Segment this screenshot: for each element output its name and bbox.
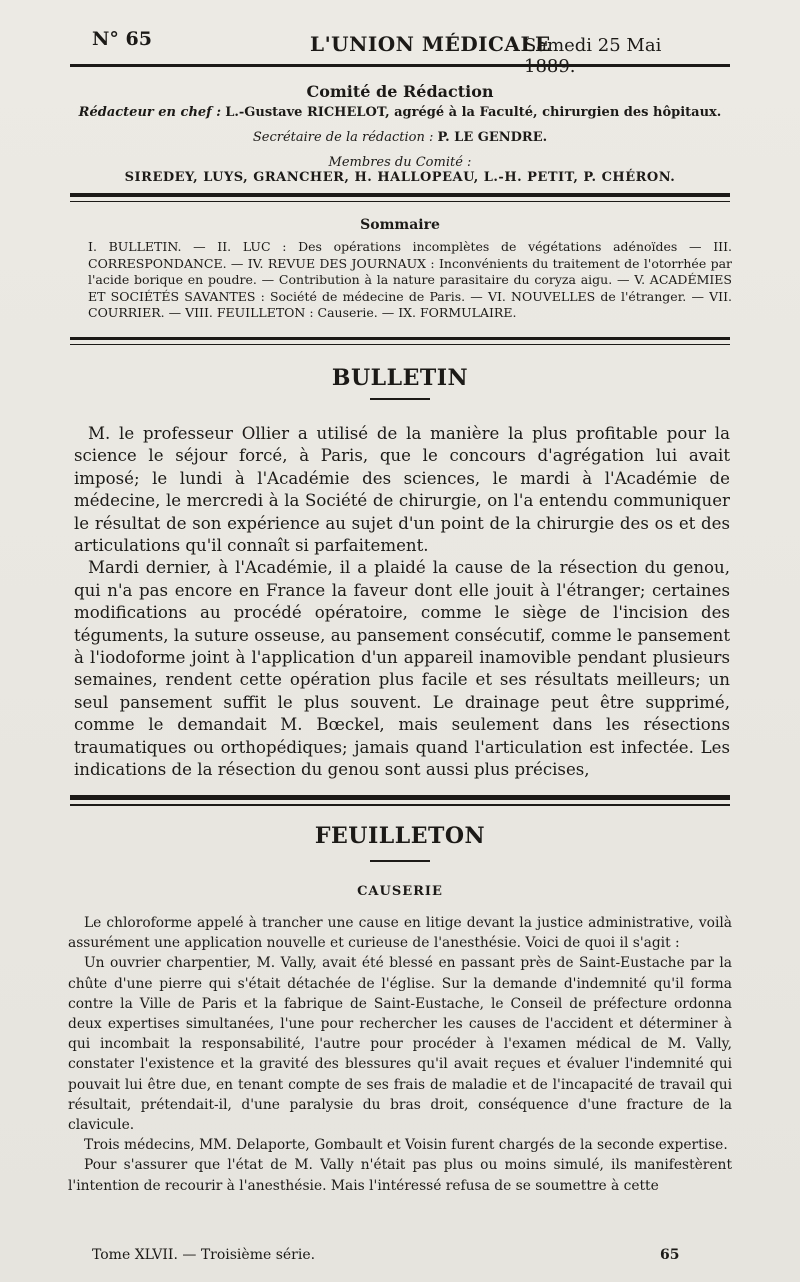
page-number: 65	[660, 1247, 680, 1263]
header-rule	[70, 64, 730, 67]
issue-date: Samedi 25 Mai	[524, 35, 662, 56]
feuilleton-paragraph: Le chloroforme appelé à trancher une cause en litige devant la justice administrative, voilà assurément une application nouvelle et curieuse de l'anesthésie. Voici de quoi il s'agit :	[68, 915, 732, 952]
redacteur-value: L.-Gustave RICHELOT, agrégé à la Faculté, chirurgien des hôpitaux.	[225, 105, 722, 120]
feuilleton-paragraph: Trois médecins, MM. Delaporte, Gombault et Voisin furent chargés de la seconde expertise.	[84, 1137, 728, 1154]
secretaire-value: P. LE GENDRE.	[437, 130, 548, 145]
redacteur-line	[0, 105, 800, 120]
comite-title: Comité de Rédaction	[306, 82, 494, 101]
feuilleton-paragraph: Pour s'assurer que l'état de M. Vally n'était pas plus ou moins simulé, ils manifestèrent l'intention de recourir à l'anesthésie. Mais l'intéressé refusa de se soumettre à cette	[68, 1157, 732, 1194]
bulletin-body	[74, 423, 730, 782]
sommaire-rule	[70, 337, 730, 340]
bulletin-paragraph: Mardi dernier, à l'Académie, il a plaidé la cause de la résection du genou, qui n'a pas encore en France la faveur dont elle jouit à l'étranger; certaines modifications au procédé opératoire, comme le siège de l'incision des téguments, la suture osseuse, au pansement consécutif, comme le pansement à l'iodoforme joint à l'application d'un appareil inamovible pendant plusieurs semaines, rendent cette opération plus facile et ses résultats meilleurs; un seul pansement suffit le plus souvent. Le drainage peut être supprimé, comme le demandait M. Bœckel, mais seulement dans les résections traumatiques ou orthopédiques; jamais quand l'articulation est infectée. Les indications de la résection du genou sont aussi plus précises,	[74, 558, 730, 780]
page-header	[92, 22, 712, 62]
causerie-title: CAUSERIE	[357, 884, 443, 899]
feuilleton-body	[68, 913, 732, 1196]
feuilleton-paragraph: Un ouvrier charpentier, M. Vally, avait été blessé en passant près de Saint-Eustache par la chûte d'une pierre qui s'était détachée de l'église. Sur la demande d'indemnité qu'il forma contre la Ville de Paris et la fabrique de Saint-Eustache, le Conseil de préfecture ordonna deux expertises simultanées, l'une pour rechercher les causes de l'accident et déterminer à qui incombait la responsabilité, l'autre pour procéder à l'examen médical de M. Vally, constater l'existence et la gravité des blessures qu'il avait reçues et évaluer l'indemnité qui pouvait lui être due, en tenant compte de ses frais de maladie et de l'incapacité de travail qui résultait, prétendait-il, d'une paralysie du bras droit, conséquence d'une fracture de la clavicule.	[68, 955, 732, 1134]
feuilleton-title-rule	[370, 860, 430, 862]
journal-title: L'UNION MÉDICALE	[310, 32, 551, 56]
sommaire-text: I. BULLETIN. — II. LUC : Des opérations incomplètes de végétations adénoïdes — III. CORRESPONDANCE. — IV. REVUE DES JOURNAUX : Inconvénients du traitement de l'otorrhée par l'acide borique en poudre. — Contribution à la nature parasitaire du coryza aigu. — V. ACADÉMIES ET SOCIÉTÉS SAVANTES : Société de médecine de Paris. — VI. NOUVELLES de l'étranger. — VII. COURRIER. — VIII. FEUILLETON : Causerie. — IX. FORMULAIRE.	[88, 239, 732, 320]
secretaire-line	[0, 130, 800, 145]
membres-label: Membres du Comité :	[328, 155, 472, 170]
feuilleton-title: FEUILLETON	[314, 823, 486, 849]
comite-rule-thin	[70, 201, 730, 202]
comite-rule	[70, 193, 730, 197]
tome-label: Tome XLVII. — Troisième série.	[92, 1247, 316, 1263]
secretaire-label: Secrétaire de la rédaction :	[252, 130, 434, 145]
issue-number: N° 65	[92, 28, 152, 50]
sommaire-title: Sommaire	[360, 217, 440, 233]
feuilleton-rule	[70, 795, 730, 800]
bulletin-paragraph: M. le professeur Ollier a utilisé de la manière la plus profitable pour la science le séjour forcé, à Paris, que le concours d'agrégation lui avait imposé; le lundi à l'Académie des sciences, le mardi à l'Académie de médecine, le mercredi à la Société de chirurgie, on l'a entendu communiquer le résultat de son expérience au sujet d'un point de la chirurgie des os et des articulations qu'il connaît si parfaitement.	[74, 424, 730, 556]
feuilleton-rule-thin	[70, 804, 730, 806]
bulletin-title-rule	[370, 398, 430, 400]
sommaire-rule-thin	[70, 344, 730, 345]
redacteur-label: Rédacteur en chef :	[78, 105, 222, 120]
membres-value: SIREDEY, LUYS, GRANCHER, H. HALLOPEAU, L.-H. PETIT, P. CHÉRON.	[124, 170, 676, 185]
bulletin-title: BULLETIN	[331, 365, 469, 391]
